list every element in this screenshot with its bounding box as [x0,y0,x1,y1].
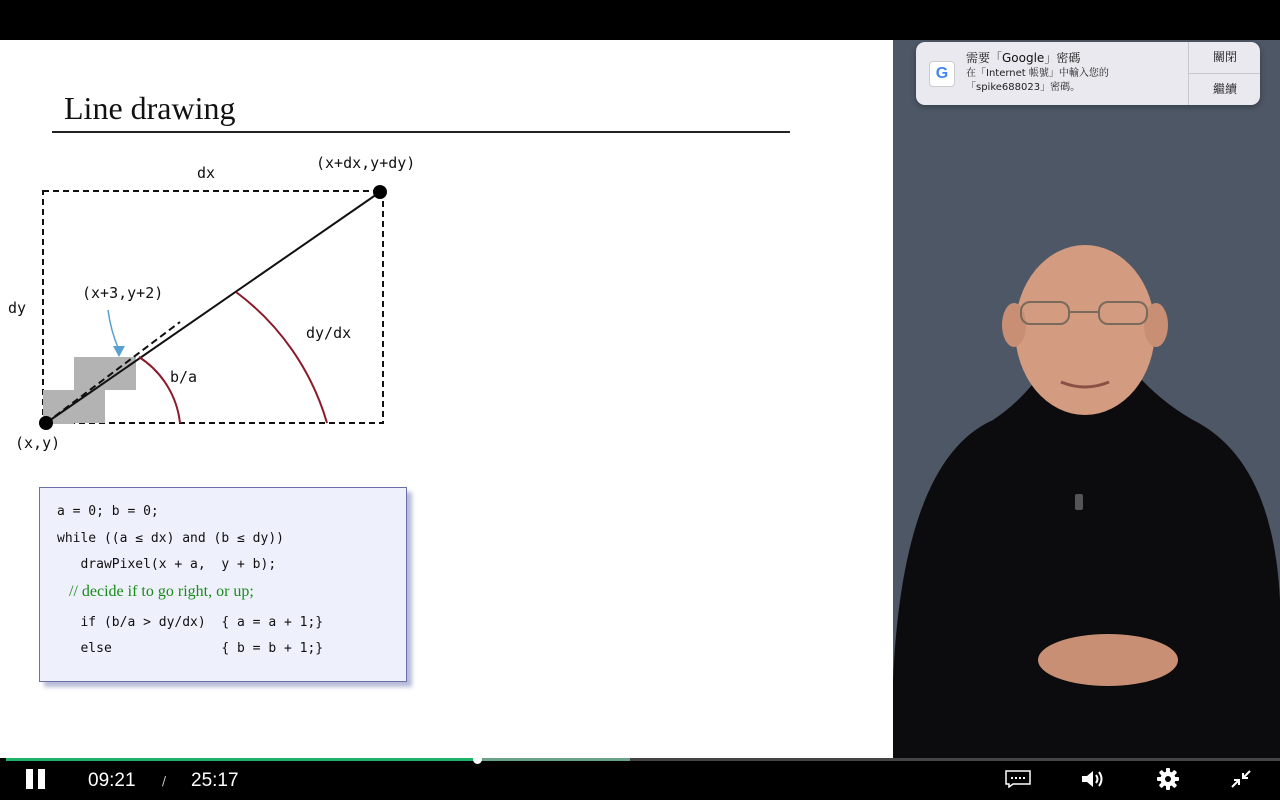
gear-icon [1157,768,1179,790]
slide-title: Line drawing [64,90,236,126]
ratio-label: b/a [170,368,198,386]
captions-button[interactable] [1005,770,1031,788]
top-letterbox [0,0,1280,40]
pixel-square [74,390,105,423]
notification-body: 在「Internet 帳號」中輸入您的「spike688023」密碼。 [966,68,1109,93]
pointer-arrowhead [113,346,125,357]
code-line: while ((a ≤ dx) and (b ≤ dy)) [57,531,284,546]
approx-line [46,322,180,423]
exit-fullscreen-icon [1230,769,1252,789]
code-line: if (b/a > dy/dx) { a = a + 1;} [57,615,324,630]
code-line: drawPixel(x + a, y + b); [57,557,277,572]
player-controls [0,758,1280,800]
end-point [373,185,387,199]
dx-label: dx [197,164,216,182]
presenter-silhouette [893,40,1280,758]
line-segment [46,192,380,423]
exit-fullscreen-button[interactable] [1230,769,1252,789]
ratio-arc [139,357,180,423]
time-separator: / [162,774,167,788]
settings-button[interactable] [1157,768,1179,790]
code-line: else { b = b + 1;} [57,641,324,656]
google-logo: G [929,61,955,87]
start-point-label: (x,y) [15,434,61,452]
pseudocode-box [39,487,407,682]
slope-arc [236,292,327,423]
volume-button[interactable] [1081,769,1105,789]
progress-played [6,758,477,761]
pointer-arrow [108,310,119,350]
code-line: a = 0; b = 0; [57,504,159,519]
pixel-square [105,357,136,390]
close-button[interactable]: 關閉 [1212,50,1237,64]
presenter-video [893,40,1280,758]
slope-label: dy/dx [306,324,352,342]
google-password-notification[interactable] [916,42,1260,105]
volume-icon [1081,769,1105,789]
end-point-label: (x+dx,y+dy) [316,154,416,172]
pause-button[interactable] [25,769,47,789]
duration: 25:17 [191,770,239,791]
current-time: 09:21 [88,770,136,791]
progress-scrubber[interactable] [473,755,482,764]
continue-button[interactable]: 繼續 [1189,73,1260,105]
dy-label: dy [8,299,27,317]
code-comment: // decide if to go right, or up; [57,583,254,600]
start-point [39,416,53,430]
progress-bar[interactable] [6,758,1280,761]
line-drawing-diagram [0,80,893,520]
point-label: (x+3,y+2) [82,284,164,302]
notification-title: 需要「Google」密碼 [966,51,1081,65]
notification-actions [1188,42,1260,105]
captions-icon [1005,770,1031,788]
pause-icon [25,769,47,789]
